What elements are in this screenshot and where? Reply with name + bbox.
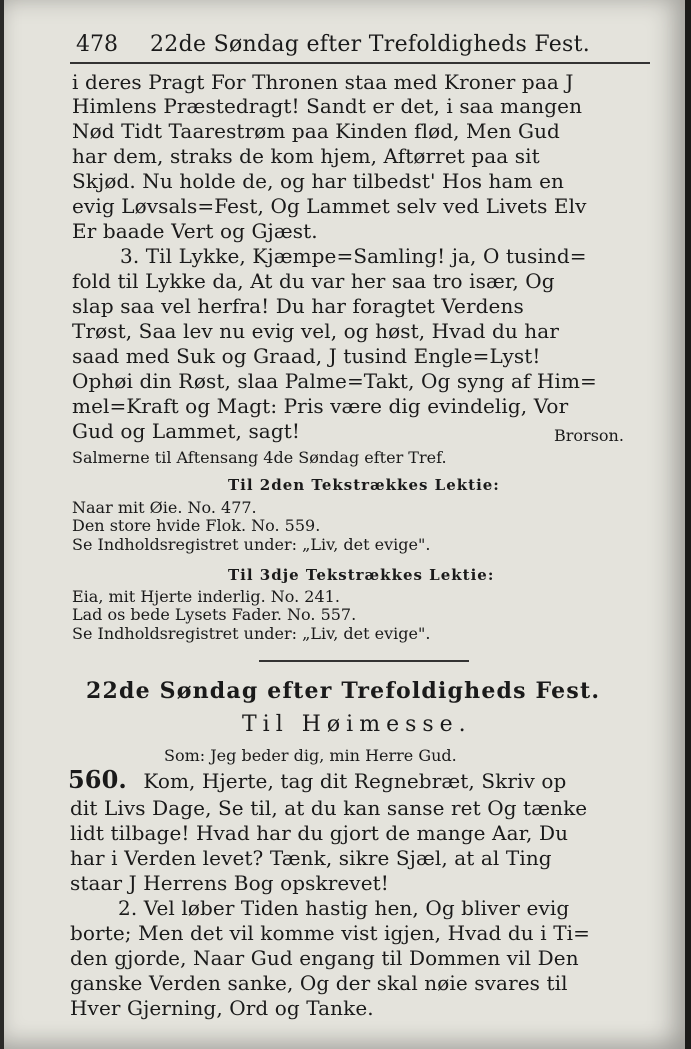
reading-item: Eia, mit Hjerte inderlig. No. 241. [72, 587, 340, 606]
text-line: mel=Kraft og Magt: Pris være dig evindelig, Vor [72, 394, 569, 418]
text-line: ganske Verden sanke, Og der skal nøie svares til [70, 971, 568, 995]
text-line: den gjorde, Naar Gud engang til Dommen vil Den [70, 946, 579, 970]
reading-item: Lad os bede Lysets Fader. No. 557. [72, 605, 357, 624]
text-line: Er baade Vert og Gjæst. [72, 219, 318, 243]
section-title: 22de Søndag efter Trefoldigheds Fest. [86, 678, 601, 704]
text-line: Nød Tidt Taarestrøm paa Kinden flød, Men Gud [72, 119, 560, 143]
reading-heading-3: Til 3dje Tekstrækkes Lektie: [228, 566, 495, 584]
text-line: Hver Gjerning, Ord og Tanke. [70, 996, 374, 1020]
text-line: staar J Herrens Bog opskrevet! [70, 871, 389, 895]
text-line: Skjød. Nu holde de, og har tilbedst' Hos ham en [72, 169, 564, 193]
section-divider [259, 660, 469, 662]
text-line: har i Verden levet? Tænk, sikre Sjæl, at al Ting [70, 846, 552, 870]
melody-line: Som: Jeg beder dig, min Herre Gud. [164, 746, 457, 765]
text-line: fold til Lykke da, At du var her saa tro især, Og [72, 269, 555, 293]
evening-note: Salmerne til Aftensang 4de Søndag efter Tref. [72, 448, 447, 467]
hymn-author: Brorson. [554, 426, 624, 445]
running-title: 22de Søndag efter Trefoldigheds Fest. [150, 32, 591, 57]
reading-heading-2: Til 2den Tekstrækkes Lektie: [228, 476, 500, 494]
page-number: 478 [76, 32, 118, 57]
text-line: saad med Suk og Graad, J tusind Engle=Lyst! [72, 344, 541, 368]
book-spine-shadow [685, 0, 691, 1049]
text-line: evig Løvsals=Fest, Og Lammet selv ved Livets Elv [72, 194, 587, 218]
reading-item: Naar mit Øie. No. 477. [72, 498, 257, 517]
text-line: Himlens Præstedragt! Sandt er det, i saa mangen [72, 94, 583, 118]
reading-item: Den store hvide Flok. No. 559. [72, 516, 321, 535]
text-line: borte; Men det vil komme vist igjen, Hvad du i Ti= [70, 921, 590, 945]
text-line: dit Livs Dage, Se til, at du kan sanse ret Og tænke [70, 796, 588, 820]
hymn-first-line [68, 765, 567, 794]
text-line: slap saa vel herfra! Du har foragtet Verdens [72, 294, 524, 318]
text-line: har dem, straks de kom hjem, Aftørret paa sit [72, 144, 540, 168]
reading-item: Se Indholdsregistret under: „Liv, det evige". [72, 624, 431, 643]
verse-start-line: 3. Til Lykke, Kjæmpe=Samling! ja, O tusind= [120, 244, 587, 268]
section-subtitle: Til Høimesse. [242, 712, 472, 737]
verse-start-line: 2. Vel løber Tiden hastig hen, Og bliver evig [118, 896, 570, 920]
running-header [70, 30, 650, 64]
book-page [4, 0, 685, 1049]
text-line: Gud og Lammet, sagt! [72, 419, 301, 443]
text-line: Ophøi din Røst, slaa Palme=Takt, Og syng af Him= [72, 369, 597, 393]
hymn-first-line-text: Kom, Hjerte, tag dit Regnebræt, Skriv op [143, 769, 567, 793]
text-line: lidt tilbage! Hvad har du gjort de mange Aar, Du [70, 821, 569, 845]
reading-item: Se Indholdsregistret under: „Liv, det evige". [72, 535, 431, 554]
text-line: Trøst, Saa lev nu evig vel, og høst, Hvad du har [72, 319, 559, 343]
hymn-number: 560. [68, 765, 127, 794]
text-line: i deres Pragt For Thronen staa med Kroner paa J [72, 70, 574, 94]
